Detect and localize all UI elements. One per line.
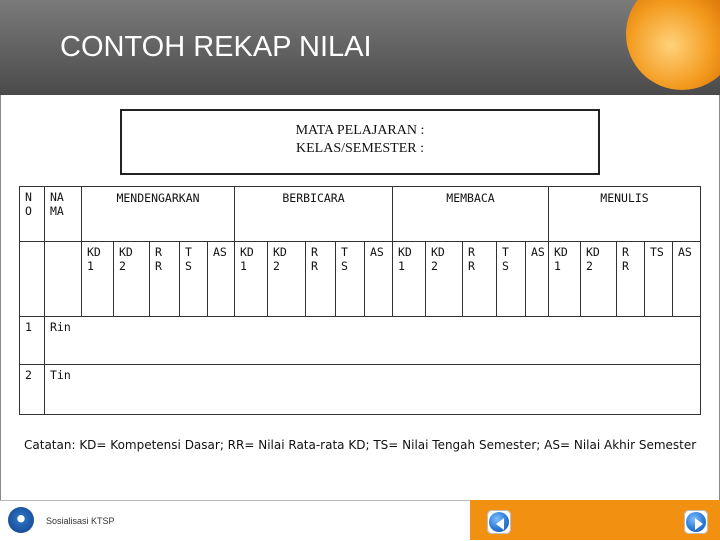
column-header: KD 1 [82, 242, 114, 317]
row-number: 2 [20, 365, 45, 415]
header-row-columns [20, 242, 701, 317]
header-row-groups [20, 187, 701, 242]
group-header-berbicara: BERBICARA [235, 187, 393, 242]
tut-wuri-handayani-logo-icon [8, 507, 34, 533]
no-header: N O [20, 187, 45, 242]
column-header: KD 1 [549, 242, 581, 317]
next-arrow-icon [686, 512, 706, 532]
table-row [20, 365, 701, 415]
previous-arrow-icon [489, 512, 509, 532]
column-header: R R [617, 242, 645, 317]
column-header: KD 2 [268, 242, 306, 317]
group-header-membaca: MEMBACA [393, 187, 549, 242]
footer-text: Sosialisasi KTSP [46, 516, 115, 526]
group-header-mendengarkan: MENDENGARKAN [82, 187, 235, 242]
row-number: 1 [20, 317, 45, 365]
column-header: R R [306, 242, 336, 317]
previous-slide-button[interactable] [487, 510, 511, 534]
next-slide-button[interactable] [684, 510, 708, 534]
name-header: NA MA [45, 187, 82, 242]
column-header: KD 1 [235, 242, 268, 317]
column-header: AS [208, 242, 235, 317]
column-header: AS [365, 242, 393, 317]
student-name: Tin [45, 365, 701, 415]
empty-cell [20, 242, 45, 317]
subject-label: MATA PELAJARAN : [295, 123, 425, 138]
rekap-table [19, 186, 701, 415]
column-header: AS [526, 242, 549, 317]
empty-cell [45, 242, 82, 317]
column-header: T S [497, 242, 526, 317]
column-header: KD 1 [393, 242, 426, 317]
class-semester-label: KELAS/SEMESTER : [296, 141, 424, 156]
notes-caption: Catatan: KD= Kompetensi Dasar; RR= Nilai Rata-rata KD; TS= Nilai Tengah Semester; AS= Nilai Akhir Semester [24, 438, 697, 452]
slide-title: CONTOH REKAP NILAI [60, 31, 372, 63]
column-header: KD 2 [114, 242, 150, 317]
column-header: AS [673, 242, 701, 317]
table-row [20, 317, 701, 365]
column-header: KD 2 [426, 242, 463, 317]
column-header: T S [180, 242, 208, 317]
subject-box [120, 109, 600, 175]
column-header: KD 2 [581, 242, 617, 317]
student-name: Rin [45, 317, 701, 365]
group-header-menulis: MENULIS [549, 187, 701, 242]
column-header: TS [645, 242, 673, 317]
column-header: R R [150, 242, 180, 317]
column-header: R R [463, 242, 497, 317]
column-header: T S [336, 242, 365, 317]
